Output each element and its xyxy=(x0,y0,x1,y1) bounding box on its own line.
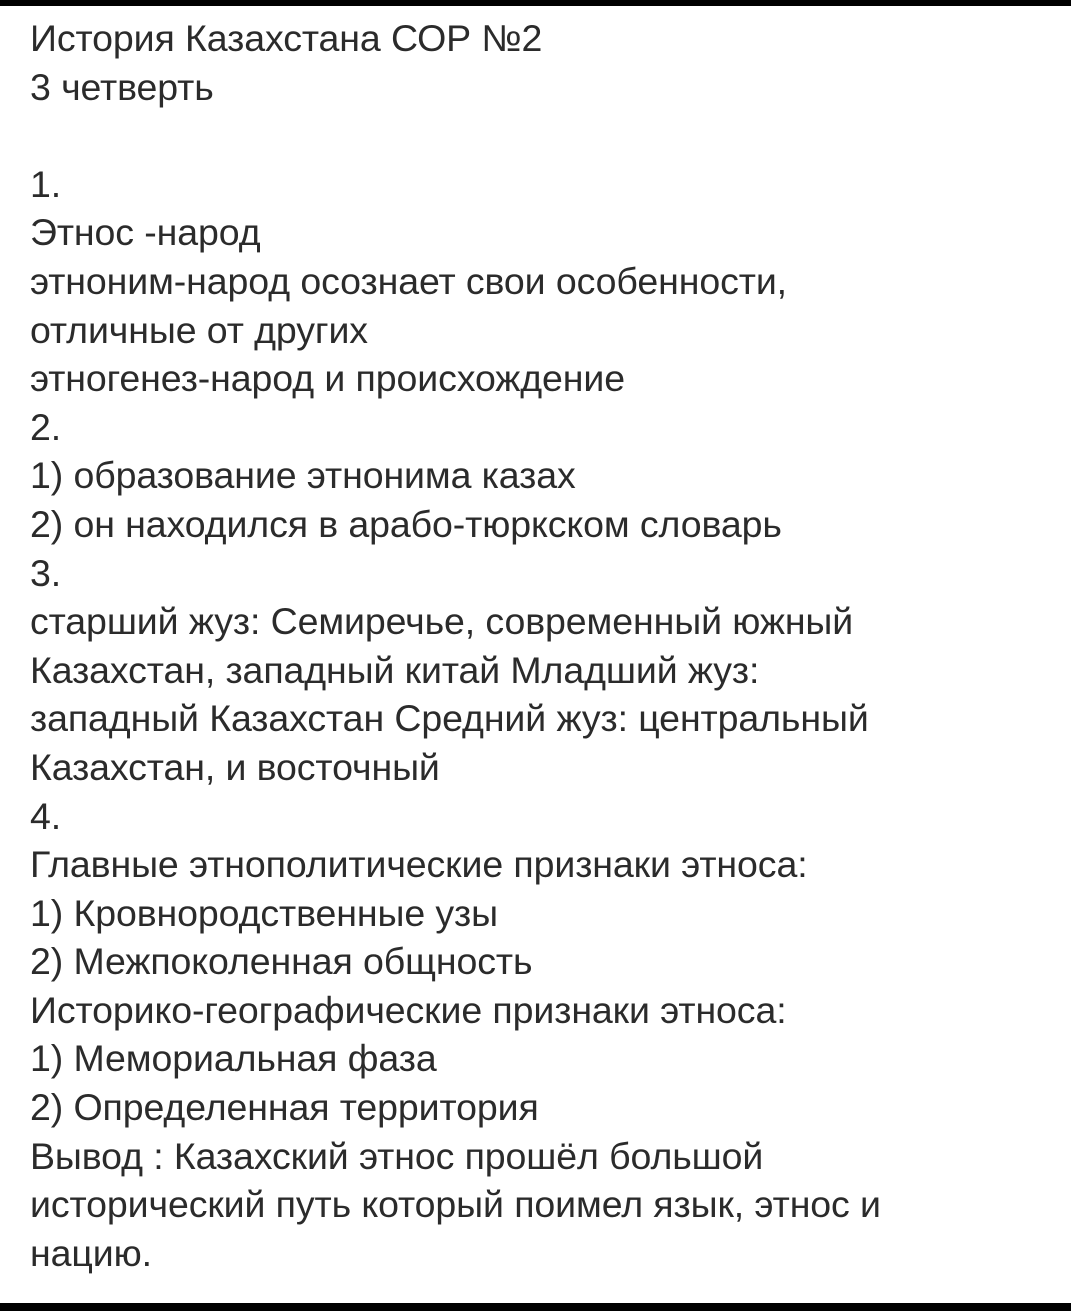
text-line: 1) образование этнонима казах xyxy=(30,454,576,497)
text-line: 1) Кровнородственные узы xyxy=(30,891,498,934)
conclusion-line: Вывод : Казахский этнос прошёл большой xyxy=(30,1134,764,1177)
note-page xyxy=(0,6,1071,1303)
text-line: этногенез-народ и происхождение xyxy=(30,357,626,400)
text-line: 2) он находился в арабо-тюркском словарь xyxy=(30,502,782,545)
section-number-1: 1. xyxy=(30,162,62,205)
blank-line xyxy=(30,111,1051,160)
text-line: 2) Межпоколенная общность xyxy=(30,940,533,983)
text-line: Казахстан, и восточный xyxy=(30,745,440,788)
note-subtitle: 3 четверть xyxy=(30,65,214,108)
text-line: западный Казахстан Средний жуз: центральный xyxy=(30,697,869,740)
text-line: Историко-географические признаки этноса: xyxy=(30,988,787,1031)
text-line: Главные этнополитические признаки этноса: xyxy=(30,843,808,886)
text-line: отличные от других xyxy=(30,308,368,351)
text-line: этноним-народ осознает свои особенности, xyxy=(30,259,787,302)
text-line: старший жуз: Семиречье, современный южный xyxy=(30,600,854,643)
text-line: 2) Определенная территория xyxy=(30,1086,539,1129)
conclusion-line: нацию. xyxy=(30,1231,152,1274)
text-line: 1) Мемориальная фаза xyxy=(30,1037,437,1080)
section-number-4: 4. xyxy=(30,794,62,837)
note-title: История Казахстана СОР №2 xyxy=(30,17,543,59)
section-number-3: 3. xyxy=(30,551,62,594)
text-line: Этнос -народ xyxy=(30,211,261,254)
section-number-2: 2. xyxy=(30,405,62,448)
text-line: Казахстан, западный китай Младший жуз: xyxy=(30,648,760,691)
conclusion-line: исторический путь который поимел язык, этнос и xyxy=(30,1183,881,1226)
